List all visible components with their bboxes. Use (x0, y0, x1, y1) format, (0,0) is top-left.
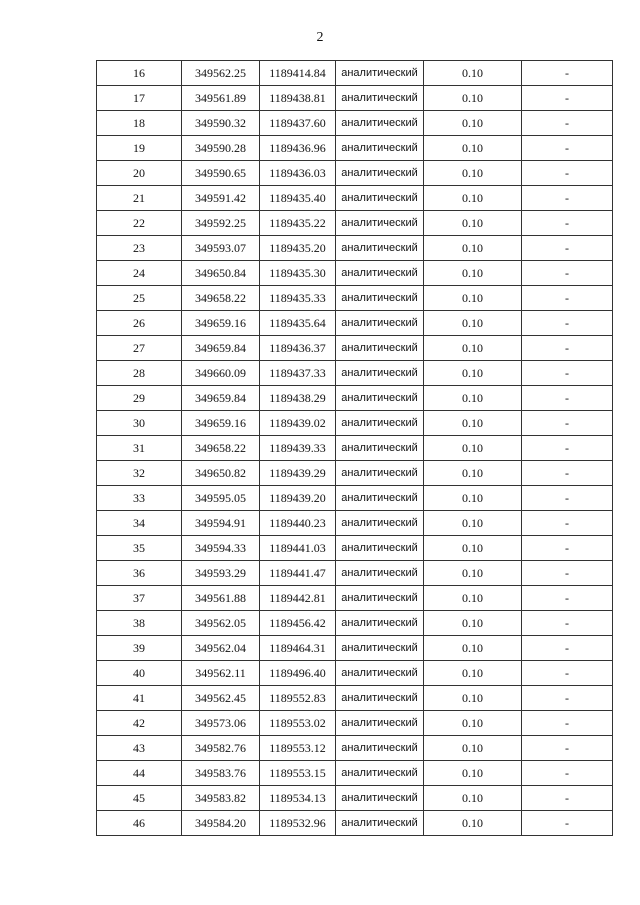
x-coordinate-cell: 349562.45 (182, 686, 260, 711)
point-number-cell: 40 (97, 661, 182, 686)
y-coordinate-cell: 1189441.03 (260, 536, 336, 561)
table-row (97, 111, 613, 136)
method-cell: аналитический (336, 486, 424, 511)
method-cell: аналитический (336, 536, 424, 561)
accuracy-cell: 0.10 (424, 61, 522, 86)
table-row (97, 261, 613, 286)
method-cell: аналитический (336, 286, 424, 311)
x-coordinate-cell: 349659.84 (182, 336, 260, 361)
note-cell: - (522, 161, 613, 186)
note-cell: - (522, 486, 613, 511)
point-number-cell: 18 (97, 111, 182, 136)
point-number-cell: 23 (97, 236, 182, 261)
point-number-cell: 42 (97, 711, 182, 736)
method-cell: аналитический (336, 761, 424, 786)
point-number-cell: 20 (97, 161, 182, 186)
method-cell: аналитический (336, 86, 424, 111)
point-number-cell: 33 (97, 486, 182, 511)
point-number-cell: 32 (97, 461, 182, 486)
y-coordinate-cell: 1189439.33 (260, 436, 336, 461)
x-coordinate-cell: 349594.91 (182, 511, 260, 536)
point-number-cell: 28 (97, 361, 182, 386)
y-coordinate-cell: 1189437.33 (260, 361, 336, 386)
note-cell: - (522, 561, 613, 586)
accuracy-cell: 0.10 (424, 611, 522, 636)
x-coordinate-cell: 349562.11 (182, 661, 260, 686)
accuracy-cell: 0.10 (424, 561, 522, 586)
method-cell: аналитический (336, 161, 424, 186)
x-coordinate-cell: 349659.84 (182, 386, 260, 411)
x-coordinate-cell: 349593.07 (182, 236, 260, 261)
table-row (97, 661, 613, 686)
point-number-cell: 27 (97, 336, 182, 361)
accuracy-cell: 0.10 (424, 536, 522, 561)
y-coordinate-cell: 1189435.20 (260, 236, 336, 261)
table-row (97, 611, 613, 636)
x-coordinate-cell: 349590.65 (182, 161, 260, 186)
table-row (97, 436, 613, 461)
y-coordinate-cell: 1189436.96 (260, 136, 336, 161)
point-number-cell: 43 (97, 736, 182, 761)
y-coordinate-cell: 1189532.96 (260, 811, 336, 836)
table-row (97, 361, 613, 386)
x-coordinate-cell: 349582.76 (182, 736, 260, 761)
method-cell: аналитический (336, 636, 424, 661)
table-row (97, 711, 613, 736)
x-coordinate-cell: 349583.82 (182, 786, 260, 811)
method-cell: аналитический (336, 186, 424, 211)
method-cell: аналитический (336, 436, 424, 461)
accuracy-cell: 0.10 (424, 686, 522, 711)
method-cell: аналитический (336, 611, 424, 636)
point-number-cell: 21 (97, 186, 182, 211)
accuracy-cell: 0.10 (424, 636, 522, 661)
y-coordinate-cell: 1189456.42 (260, 611, 336, 636)
y-coordinate-cell: 1189436.37 (260, 336, 336, 361)
point-number-cell: 29 (97, 386, 182, 411)
point-number-cell: 44 (97, 761, 182, 786)
y-coordinate-cell: 1189438.81 (260, 86, 336, 111)
method-cell: аналитический (336, 786, 424, 811)
method-cell: аналитический (336, 61, 424, 86)
note-cell: - (522, 811, 613, 836)
point-number-cell: 31 (97, 436, 182, 461)
accuracy-cell: 0.10 (424, 761, 522, 786)
table-row (97, 511, 613, 536)
note-cell: - (522, 261, 613, 286)
method-cell: аналитический (336, 711, 424, 736)
point-number-cell: 24 (97, 261, 182, 286)
note-cell: - (522, 86, 613, 111)
method-cell: аналитический (336, 511, 424, 536)
y-coordinate-cell: 1189439.02 (260, 411, 336, 436)
x-coordinate-cell: 349595.05 (182, 486, 260, 511)
table-row (97, 286, 613, 311)
method-cell: аналитический (336, 311, 424, 336)
table-row (97, 761, 613, 786)
note-cell: - (522, 411, 613, 436)
y-coordinate-cell: 1189436.03 (260, 161, 336, 186)
x-coordinate-cell: 349658.22 (182, 436, 260, 461)
y-coordinate-cell: 1189464.31 (260, 636, 336, 661)
method-cell: аналитический (336, 461, 424, 486)
accuracy-cell: 0.10 (424, 411, 522, 436)
note-cell: - (522, 611, 613, 636)
x-coordinate-cell: 349594.33 (182, 536, 260, 561)
accuracy-cell: 0.10 (424, 436, 522, 461)
accuracy-cell: 0.10 (424, 586, 522, 611)
point-number-cell: 39 (97, 636, 182, 661)
x-coordinate-cell: 349573.06 (182, 711, 260, 736)
accuracy-cell: 0.10 (424, 661, 522, 686)
y-coordinate-cell: 1189437.60 (260, 111, 336, 136)
accuracy-cell: 0.10 (424, 711, 522, 736)
x-coordinate-cell: 349650.84 (182, 261, 260, 286)
method-cell: аналитический (336, 411, 424, 436)
table-row (97, 561, 613, 586)
accuracy-cell: 0.10 (424, 486, 522, 511)
x-coordinate-cell: 349660.09 (182, 361, 260, 386)
method-cell: аналитический (336, 386, 424, 411)
method-cell: аналитический (336, 361, 424, 386)
point-number-cell: 45 (97, 786, 182, 811)
x-coordinate-cell: 349584.20 (182, 811, 260, 836)
accuracy-cell: 0.10 (424, 386, 522, 411)
note-cell: - (522, 111, 613, 136)
accuracy-cell: 0.10 (424, 261, 522, 286)
x-coordinate-cell: 349562.05 (182, 611, 260, 636)
table-row (97, 336, 613, 361)
point-number-cell: 25 (97, 286, 182, 311)
accuracy-cell: 0.10 (424, 736, 522, 761)
table-row (97, 586, 613, 611)
method-cell: аналитический (336, 211, 424, 236)
table-row (97, 61, 613, 86)
note-cell: - (522, 461, 613, 486)
table-row (97, 211, 613, 236)
x-coordinate-cell: 349562.04 (182, 636, 260, 661)
table-row (97, 386, 613, 411)
method-cell: аналитический (336, 111, 424, 136)
method-cell: аналитический (336, 811, 424, 836)
accuracy-cell: 0.10 (424, 211, 522, 236)
note-cell: - (522, 386, 613, 411)
y-coordinate-cell: 1189435.40 (260, 186, 336, 211)
accuracy-cell: 0.10 (424, 236, 522, 261)
y-coordinate-cell: 1189442.81 (260, 586, 336, 611)
x-coordinate-cell: 349591.42 (182, 186, 260, 211)
method-cell: аналитический (336, 236, 424, 261)
y-coordinate-cell: 1189435.33 (260, 286, 336, 311)
point-number-cell: 22 (97, 211, 182, 236)
point-number-cell: 37 (97, 586, 182, 611)
x-coordinate-cell: 349592.25 (182, 211, 260, 236)
table-row (97, 461, 613, 486)
x-coordinate-cell: 349562.25 (182, 61, 260, 86)
note-cell: - (522, 511, 613, 536)
y-coordinate-cell: 1189553.02 (260, 711, 336, 736)
accuracy-cell: 0.10 (424, 811, 522, 836)
y-coordinate-cell: 1189496.40 (260, 661, 336, 686)
note-cell: - (522, 236, 613, 261)
accuracy-cell: 0.10 (424, 286, 522, 311)
method-cell: аналитический (336, 136, 424, 161)
table-row (97, 236, 613, 261)
point-number-cell: 38 (97, 611, 182, 636)
table-row (97, 136, 613, 161)
note-cell: - (522, 336, 613, 361)
accuracy-cell: 0.10 (424, 136, 522, 161)
note-cell: - (522, 661, 613, 686)
accuracy-cell: 0.10 (424, 361, 522, 386)
x-coordinate-cell: 349561.88 (182, 586, 260, 611)
note-cell: - (522, 436, 613, 461)
method-cell: аналитический (336, 661, 424, 686)
table-row (97, 811, 613, 836)
method-cell: аналитический (336, 561, 424, 586)
point-number-cell: 30 (97, 411, 182, 436)
y-coordinate-cell: 1189438.29 (260, 386, 336, 411)
note-cell: - (522, 536, 613, 561)
accuracy-cell: 0.10 (424, 186, 522, 211)
coordinates-table (96, 60, 613, 836)
note-cell: - (522, 186, 613, 211)
page-number: 2 (316, 30, 324, 45)
point-number-cell: 35 (97, 536, 182, 561)
y-coordinate-cell: 1189435.64 (260, 311, 336, 336)
method-cell: аналитический (336, 736, 424, 761)
x-coordinate-cell: 349658.22 (182, 286, 260, 311)
note-cell: - (522, 361, 613, 386)
y-coordinate-cell: 1189440.23 (260, 511, 336, 536)
x-coordinate-cell: 349593.29 (182, 561, 260, 586)
x-coordinate-cell: 349590.28 (182, 136, 260, 161)
accuracy-cell: 0.10 (424, 161, 522, 186)
x-coordinate-cell: 349583.76 (182, 761, 260, 786)
x-coordinate-cell: 349659.16 (182, 411, 260, 436)
table-row (97, 636, 613, 661)
note-cell: - (522, 711, 613, 736)
point-number-cell: 46 (97, 811, 182, 836)
note-cell: - (522, 636, 613, 661)
point-number-cell: 19 (97, 136, 182, 161)
table-row (97, 786, 613, 811)
point-number-cell: 41 (97, 686, 182, 711)
method-cell: аналитический (336, 586, 424, 611)
x-coordinate-cell: 349590.32 (182, 111, 260, 136)
method-cell: аналитический (336, 336, 424, 361)
accuracy-cell: 0.10 (424, 511, 522, 536)
note-cell: - (522, 786, 613, 811)
y-coordinate-cell: 1189534.13 (260, 786, 336, 811)
y-coordinate-cell: 1189439.29 (260, 461, 336, 486)
note-cell: - (522, 736, 613, 761)
y-coordinate-cell: 1189553.15 (260, 761, 336, 786)
y-coordinate-cell: 1189435.30 (260, 261, 336, 286)
method-cell: аналитический (336, 261, 424, 286)
table-row (97, 186, 613, 211)
y-coordinate-cell: 1189414.84 (260, 61, 336, 86)
table-row (97, 411, 613, 436)
table-row (97, 536, 613, 561)
table-row (97, 161, 613, 186)
note-cell: - (522, 286, 613, 311)
point-number-cell: 36 (97, 561, 182, 586)
y-coordinate-cell: 1189435.22 (260, 211, 336, 236)
note-cell: - (522, 586, 613, 611)
x-coordinate-cell: 349659.16 (182, 311, 260, 336)
table-row (97, 686, 613, 711)
table-row (97, 86, 613, 111)
point-number-cell: 34 (97, 511, 182, 536)
point-number-cell: 17 (97, 86, 182, 111)
accuracy-cell: 0.10 (424, 461, 522, 486)
note-cell: - (522, 761, 613, 786)
point-number-cell: 16 (97, 61, 182, 86)
note-cell: - (522, 311, 613, 336)
y-coordinate-cell: 1189553.12 (260, 736, 336, 761)
accuracy-cell: 0.10 (424, 336, 522, 361)
y-coordinate-cell: 1189441.47 (260, 561, 336, 586)
point-number-cell: 26 (97, 311, 182, 336)
accuracy-cell: 0.10 (424, 786, 522, 811)
note-cell: - (522, 136, 613, 161)
note-cell: - (522, 686, 613, 711)
x-coordinate-cell: 349561.89 (182, 86, 260, 111)
accuracy-cell: 0.10 (424, 86, 522, 111)
table-row (97, 311, 613, 336)
note-cell: - (522, 211, 613, 236)
note-cell: - (522, 61, 613, 86)
x-coordinate-cell: 349650.82 (182, 461, 260, 486)
table-row (97, 486, 613, 511)
table-row (97, 736, 613, 761)
coordinates-table-body (97, 61, 613, 836)
accuracy-cell: 0.10 (424, 311, 522, 336)
accuracy-cell: 0.10 (424, 111, 522, 136)
y-coordinate-cell: 1189552.83 (260, 686, 336, 711)
method-cell: аналитический (336, 686, 424, 711)
y-coordinate-cell: 1189439.20 (260, 486, 336, 511)
